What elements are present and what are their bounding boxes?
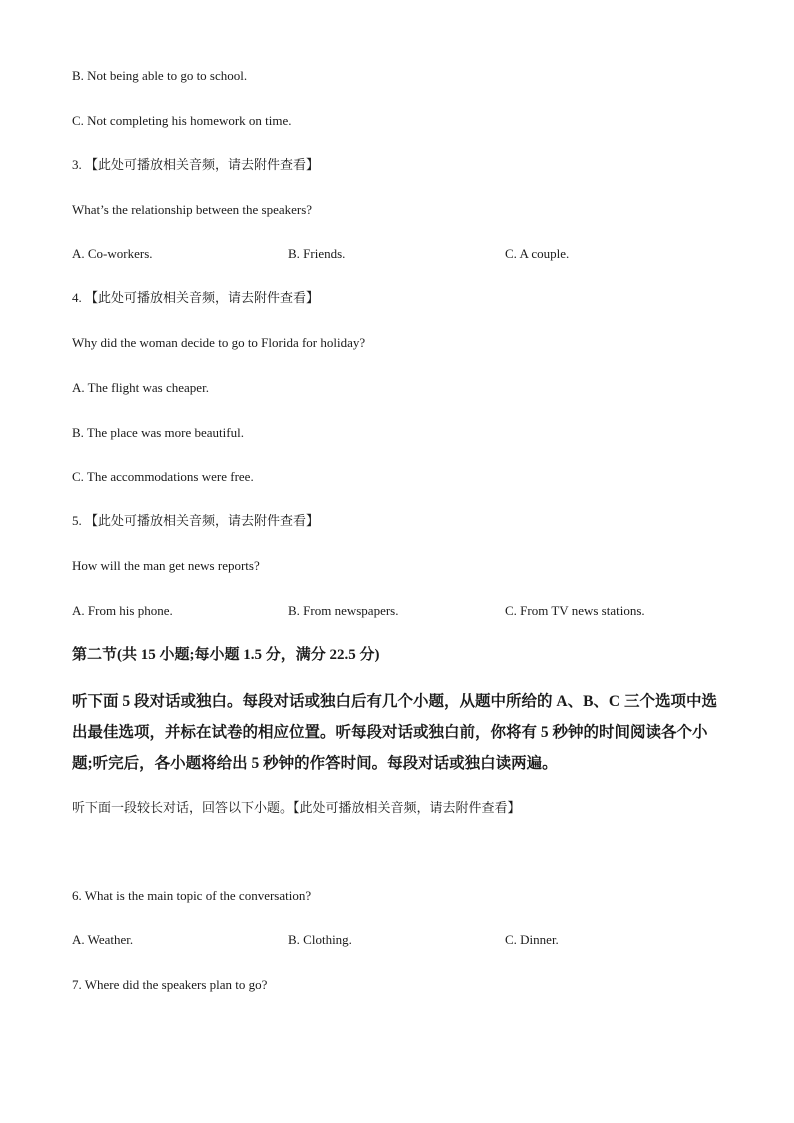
q3-options-row [0,246,794,262]
q3-option-c: C. A couple. [505,246,570,261]
q3-option-a: A. Co-workers. [72,246,153,261]
q6-option-c: C. Dinner. [505,932,559,947]
dialog-intro: 听下面一段较长对话，回答以下小题。【此处可播放相关音频，请去附件查看】 [72,800,521,815]
q4-question: Why did the woman decide to go to Florida for holiday? [72,335,366,350]
q2-option-b: B. Not being able to go to school. [72,68,248,83]
q5-options-row [0,603,794,619]
q5-option-c: C. From TV news stations. [505,603,645,618]
q6-options-row [0,932,794,948]
q4-option-a: A. The flight was cheaper. [72,380,209,395]
q7-question: 7. Where did the speakers plan to go? [72,977,268,992]
q6-option-b: B. Clothing. [288,932,352,947]
q2-option-c: C. Not completing his homework on time. [72,113,292,128]
q5-number-audio-note: 5. 【此处可播放相关音频，请去附件查看】 [72,513,320,528]
q4-option-c: C. The accommodations were free. [72,469,254,484]
q5-question: How will the man get news reports? [72,558,260,573]
q5-option-a: A. From his phone. [72,603,173,618]
q3-number-audio-note: 3. 【此处可播放相关音频，请去附件查看】 [72,157,320,172]
q4-number-audio-note: 4. 【此处可播放相关音频，请去附件查看】 [72,290,320,305]
section2-title: 第二节(共 15 小题;每小题 1.5 分，满分 22.5 分) [72,647,380,663]
q6-option-a: A. Weather. [72,932,134,947]
q3-question: What’s the relationship between the speakers? [72,202,313,217]
section2-instructions: 听下面 5 段对话或独白。每段对话或独白后有几个小题，从题中所给的 A、B、C 三个选项中选出最佳选项，并标在试卷的相应位置。听每段对话或独白前，你将有 5 秒钟的时间阅读各个小题;听完后，各小题将给出 5 秒钟的作答时间。每段对话或独白读两遍。 [72,693,717,772]
q3-option-b: B. Friends. [288,246,346,261]
q5-option-b: B. From newspapers. [288,603,399,618]
q4-option-b: B. The place was more beautiful. [72,425,244,440]
q6-question: 6. What is the main topic of the conversation? [72,888,312,903]
